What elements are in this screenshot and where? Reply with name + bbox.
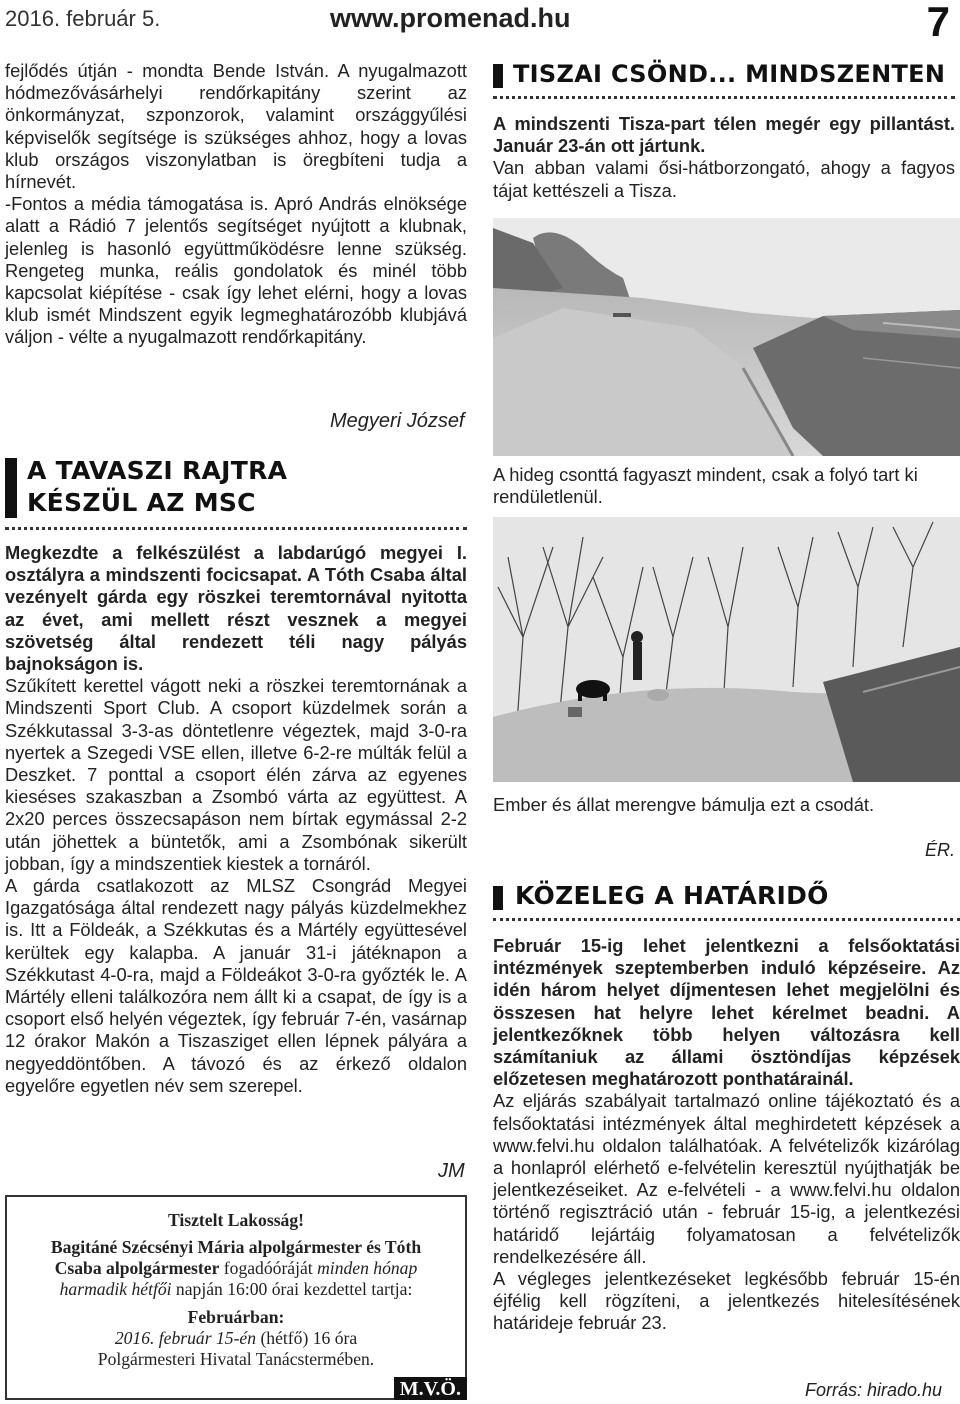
article-title: TISZAI CSÖND... MINDSZENTEN <box>513 60 946 88</box>
notice-time: (hétfő) 16 óra <box>256 1328 358 1348</box>
river-bank-image <box>493 218 960 456</box>
paragraph: Szűkített kerettel vágott neki a röszkei teremtornának a Mindszenti Sport Club. A csoport küzdelmek során a Székkutassal 3-3-as döntetlenre végeztek, majd 3-0-ra nyertek a Szegedi VSE ellen, illetve 6-2-re múlták felül a Deszket. 7 ponttal a csoport élén zárva az egyenes kieséses szakaszban a Zsombó várta az együttest. A 2x20 perces összecsapáson nem bírtak egymással 2-2 után jöhettek a büntetők, ami a Zsombónak sikerült jobban, így a mindszentiek kiestek a tornáról. <box>5 675 467 874</box>
msc-article-body <box>5 542 467 1097</box>
title-line: A TAVASZI RAJTRA <box>27 456 288 485</box>
site-url[interactable]: www.promenad.hu <box>330 3 571 33</box>
paragraph: fejlődés útján - mondta Bende István. A nyugalmazott hódmezővásárhelyi rendőrkapitány szerint az önkormányzat, szponzorok, valamint országgyűlési képviselők segítsége is szükséges ahhoz, hogy a lovas klub országos viszonylatban is öregbíteni tudja a hírnevét. <box>5 60 467 193</box>
paragraph: -Fontos a média támogatása is. Apró András elnöksége alatt a Rádió 7 jelentős segítséget nyújtott a klubnak, jelenleg is hasonló együttműködésre lenne szükség. Rengeteg munka, reális gondolatok és minél több kapcsolat kiépítése - csak így lehet elérni, hogy a lovas klub ismét Mindszent egyik legmeghatározóbb klubjává váljon - vélte a nyugalmazott rendőrkapitány. <box>5 193 467 348</box>
author-signature: ÉR. <box>925 840 956 860</box>
notice-badge: M.V.Ö. <box>394 1377 467 1400</box>
article-lead: Február 15-ig lehet jelentkezni a felsőoktatási intézmények szeptemberben induló képzéseire. Az idén három helyet díjmentesen lehet megjelölni és összesen hat helyre lehet kérelmet beadni. A jelentkezőknek több helyen változásra kell számítaniuk az állami ösztöndíjas képzések előzetesen meghatározott ponthatárainál. <box>493 935 960 1090</box>
author-signature: JM <box>438 1160 465 1182</box>
msc-article-header <box>5 455 467 530</box>
article-title <box>5 455 467 519</box>
notice-text-part: napján 16:00 órai kezdettel tartja: <box>171 1279 413 1299</box>
paragraph: A gárda csatlakozott az MLSZ Csongrád Megyei Igazgatósága által rendezett nagy pályás küzdelmekhez is. Itt a Földeák, a Székkutas és a Mártély együttesével kerültek egy kalapba. A január 31-i játéknapon a Székkutast 4-0-ra, majd a Földeákot 3-0-ra győzték le. A Mártély elleni találkozóra nem állt ki a csapat, de így is a csoport első helyén végeztek, így február 7-én, vasárnap 12 órakor Makón a Tiszasziget ellen lépnek pályára a negyeddöntőben. A távozó és az érkező oldalon egyelőre egyetlen név sem szerepel. <box>5 875 467 1096</box>
notice-month: Februárban: <box>187 1307 285 1327</box>
author-signature: Megyeri József <box>330 410 465 432</box>
paragraph: Van abban valami ősi-hátborzongató, ahogy a fagyos tájat kettészeli a Tisza. <box>493 157 955 201</box>
article-lead: Megkezdte a felkészülést a labdarúgó megyei I. osztályra a mindszenti focicsapat. A Tóth Csaba által vezényelt gárda egy röszkei teremtornával nyitotta az évet, ami mellett részt vesznek a megyei szövetség által rendezett téli nagy pályás bajnokságon is. <box>5 542 467 675</box>
notice-date <box>7 1328 465 1349</box>
notice-text-part: fogadóóráját <box>219 1258 318 1278</box>
article-lead: A mindszenti Tisza-part télen megér egy pillantást. Január 23-án ott jártunk. <box>493 113 955 157</box>
paragraph: A végleges jelentkezéseket legkésőbb február 15-én éjfélig kell rögzíteni, a jelentkezés hitelesítésének határideje február 23. <box>493 1268 960 1334</box>
tisza-article-body <box>493 113 955 202</box>
title-line: KÉSZÜL AZ MSC <box>27 488 256 517</box>
tisza-article-header <box>493 58 955 99</box>
dotted-divider <box>493 96 955 99</box>
photo-caption: A hideg csonttá fagyaszt mindent, csak a folyó tart ki rendületlenül. <box>493 464 918 508</box>
notice-schedule: minden hónap harmadik hétfői <box>59 1258 418 1299</box>
notice-place: Polgármesteri Hivatal Tanácstermében. <box>97 1349 375 1369</box>
source-credit: Forrás: hirado.hu <box>805 1380 943 1400</box>
article-title: KÖZELEG A HATÁRIDŐ <box>515 881 829 910</box>
dotted-divider <box>493 918 960 921</box>
people-dogs-photo <box>493 517 960 782</box>
page-number: 7 <box>926 0 950 45</box>
notice-title: Tisztelt Lakosság! <box>167 1210 305 1230</box>
photo-caption: Ember és állat merengve bámulja ezt a csodát. <box>493 794 875 815</box>
notice-text <box>7 1237 465 1300</box>
deadline-article-header <box>493 880 960 921</box>
continued-article <box>5 60 467 349</box>
issue-date: 2016. február 5. <box>5 6 161 31</box>
notice-box <box>5 1195 467 1400</box>
notice-officials: Bagitáné Szécsényi Mária alpolgármester és Tóth Csaba alpolgármester <box>50 1237 422 1278</box>
river-bank-photo <box>493 218 960 456</box>
deadline-article-body <box>493 935 960 1335</box>
page-header <box>0 0 960 45</box>
notice-date-value: 2016. február 15-én <box>114 1328 257 1348</box>
dotted-divider <box>5 527 467 530</box>
people-dogs-image <box>493 517 960 782</box>
paragraph: Az eljárás szabályait tartalmazó online tájékoztató és a felsőoktatási intézmények által meghirdetett képzések a www.felvi.hu oldalon találhatóak. A felvételizők kizárólag a honlapról elérhető e-felvételin keresztül nyújthatják be jelentkezéseiket. Az e-felvételi - a www.felvi.hu oldalon történő regisztráció után - február 15-ig, a jelentkezési határidő lejártáig folyamatosan a felvételizők rendelkezésére áll. <box>493 1090 960 1267</box>
